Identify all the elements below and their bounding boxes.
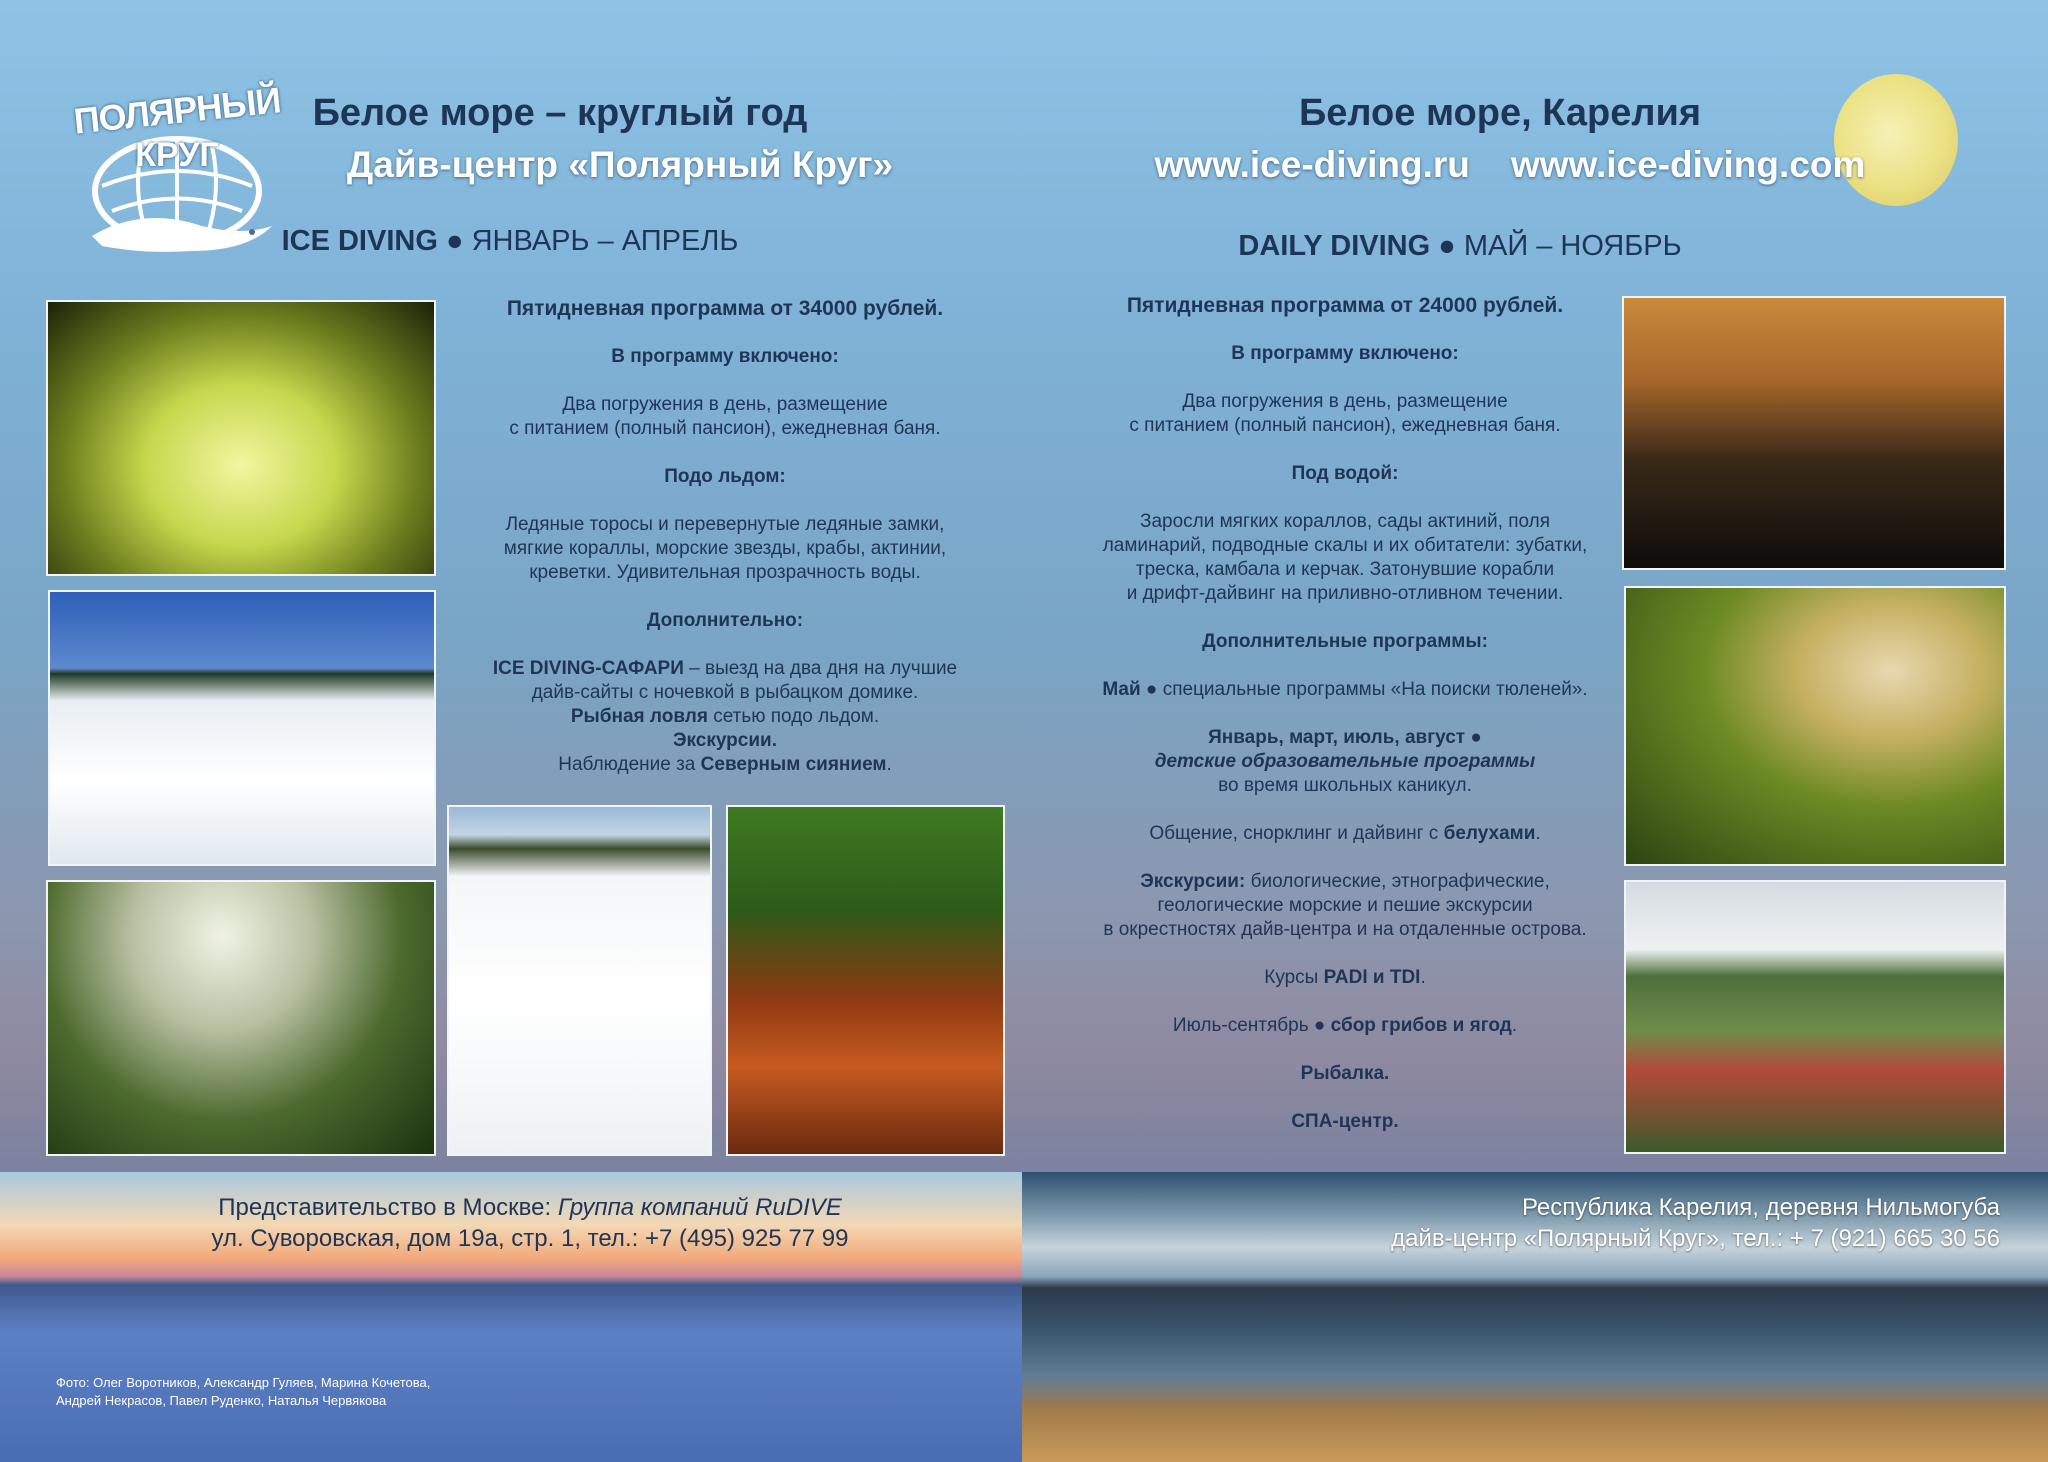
right-berries	[1070, 1014, 1620, 1038]
right-websites	[1100, 144, 1920, 186]
left-extra-1	[455, 657, 995, 681]
right-may-bold: Май	[1102, 679, 1141, 700]
right-included-head: В программу включено:	[1231, 343, 1459, 364]
left-extra-5-pre: Наблюдение за	[558, 754, 701, 775]
left-price: Пятидневная программа от 34000 рублей.	[506, 297, 944, 320]
right-berries-post: .	[1511, 1015, 1518, 1036]
right-season-sep: ●	[1438, 230, 1456, 262]
right-included-1: Два погружения в день, размещение	[1182, 391, 1508, 412]
right-season	[1180, 230, 1740, 263]
right-courses	[1070, 966, 1620, 990]
left-extra-3-rest: сетью подо льдом.	[707, 706, 880, 727]
left-extra-5-bold: Северным сиянием	[700, 754, 887, 775]
left-included-1: Два погружения в день, размещение	[562, 394, 888, 415]
right-exc-rest: биологические, этнографические,	[1245, 871, 1550, 892]
right-kids-2: во время школьных каникул.	[1218, 775, 1472, 796]
right-fishing: Рыбалка.	[1300, 1063, 1390, 1084]
right-may-rest: ● специальные программы «На поиски тюленей».	[1140, 679, 1588, 700]
right-price: Пятидневная программа от 24000 рублей.	[1126, 294, 1564, 317]
photo-under-ice-cave	[46, 300, 436, 576]
right-courses-pre: Курсы	[1264, 967, 1324, 988]
right-under-water-head: Под водой:	[1291, 463, 1399, 484]
photo-diver-wolffish	[1624, 586, 2006, 866]
right-belugas-bold: белухами	[1443, 823, 1536, 844]
left-extra-head: Дополнительно:	[646, 610, 804, 631]
right-kids: детские образовательные программы	[1154, 751, 1536, 772]
left-season-rest: ЯНВАРЬ – АПРЕЛЬ	[471, 225, 739, 257]
moscow-address: ул. Суворовская, дом 19а, стр. 1, тел.: +7 (495) 925 77 99	[211, 1225, 849, 1252]
left-under-ice-2: мягкие кораллы, морские звезды, крабы, актинии,	[503, 538, 947, 559]
left-title: Белое море – круглый год	[312, 92, 808, 134]
right-under-water-4: и дрифт-дайвинг на приливно-отливном течении.	[1126, 583, 1564, 604]
left-extra-1-rest: – выезд на два дня на лучшие	[683, 658, 958, 679]
left-under-ice-3: креветки. Удивительная прозрачность воды.	[529, 562, 921, 583]
karelia-line-2: дайв-центр «Полярный Круг», тел.: + 7 (921) 665 30 56	[1391, 1225, 2000, 1252]
logo-line2: КРУГ	[135, 136, 219, 174]
right-under-water-1: Заросли мягких кораллов, сады актиний, поля	[1139, 511, 1551, 532]
left-under-ice-head: Подо льдом:	[664, 466, 786, 487]
left-extra-4: Экскурсии.	[673, 730, 777, 751]
photo-anemones-divers	[726, 805, 1005, 1156]
logo-line1: ПОЛЯРНЫЙ	[71, 79, 283, 142]
karelia-office	[1290, 1192, 2000, 1254]
credits-line-2: Андрей Некрасов, Павел Руденко, Наталья Червякова	[56, 1393, 387, 1408]
right-exc-bold: Экскурсии:	[1140, 871, 1246, 892]
left-extra-5-post: .	[886, 754, 892, 775]
photo-ice-camp-aerial	[447, 805, 712, 1156]
left-under-ice-1: Ледяные торосы и перевернутые ледяные замки,	[505, 514, 945, 535]
left-subtitle: Дайв-центр «Полярный Круг»	[346, 144, 894, 185]
right-may	[1070, 678, 1620, 702]
right-berries-bold: сбор грибов и ягод	[1330, 1015, 1512, 1036]
right-courses-bold: PADI и TDI	[1323, 967, 1421, 988]
left-extra-1-bold: ICE DIVING-САФАРИ	[492, 658, 684, 679]
right-belugas	[1070, 822, 1620, 846]
right-extra-head: Дополнительные программы:	[1202, 631, 1488, 652]
right-belugas-pre: Общение, снорклинг и дайвинг с	[1149, 823, 1444, 844]
right-exc-2: геологические морские и пешие экскурсии	[1157, 895, 1533, 916]
right-belugas-post: .	[1535, 823, 1541, 844]
website-ru-link[interactable]: www.ice-diving.ru	[1154, 144, 1470, 185]
moscow-pre: Представительство в Москве:	[218, 1194, 558, 1221]
website-com-link[interactable]: www.ice-diving.com	[1511, 144, 1866, 185]
right-season-rest: МАЙ – НОЯБРЬ	[1463, 230, 1682, 262]
left-included-head: В программу включено:	[611, 346, 839, 367]
photo-soft-corals-diver	[1622, 296, 2006, 570]
left-program-text	[455, 297, 995, 777]
karelia-line-1: Республика Карелия, деревня Нильмогуба	[1521, 1194, 2000, 1221]
photo-belugas-underwater	[46, 880, 436, 1156]
left-included-2: с питанием (полный пансион), ежедневная баня.	[509, 418, 941, 439]
right-berries-pre: Июль-сентябрь ●	[1172, 1015, 1331, 1036]
right-exc-1	[1070, 870, 1620, 894]
left-extra-3-bold: Рыбная ловля	[570, 706, 708, 727]
credits-line-1: Фото: Олег Воротников, Александр Гуляев, Марина Кочетова,	[56, 1375, 431, 1390]
photo-children-group	[1624, 880, 2006, 1154]
right-season-bold: DAILY DIVING	[1238, 230, 1431, 262]
left-extra-5	[455, 753, 995, 777]
right-title: Белое море, Карелия	[1298, 92, 1702, 134]
right-months: Январь, март, июль, август ●	[1208, 727, 1482, 748]
photo-beluga-ice-hole	[48, 590, 436, 866]
right-exc-3: в окрестностях дайв-центра и на отдаленные острова.	[1103, 919, 1587, 940]
right-spa: СПА-центр.	[1291, 1111, 1399, 1132]
left-extra-2: дайв-сайты с ночевкой в рыбацком домике.	[531, 682, 919, 703]
moscow-line-1	[150, 1192, 910, 1223]
right-included-2: с питанием (полный пансион), ежедневная баня.	[1129, 415, 1561, 436]
right-under-water-3: треска, камбала и керчак. Затонувшие корабли	[1135, 559, 1555, 580]
photo-credits	[56, 1374, 656, 1410]
left-extra-3	[455, 705, 995, 729]
right-courses-post: .	[1420, 967, 1426, 988]
right-under-water-2: ламинарий, подводные скалы и их обитатели: зубатки,	[1102, 535, 1588, 556]
moscow-office	[150, 1192, 910, 1254]
right-program-text	[1070, 294, 1620, 1134]
moscow-company: Группа компаний RuDIVE	[557, 1194, 842, 1221]
left-season-sep: ●	[445, 225, 464, 257]
left-season-bold: ICE DIVING	[281, 225, 438, 257]
left-season	[250, 225, 770, 258]
